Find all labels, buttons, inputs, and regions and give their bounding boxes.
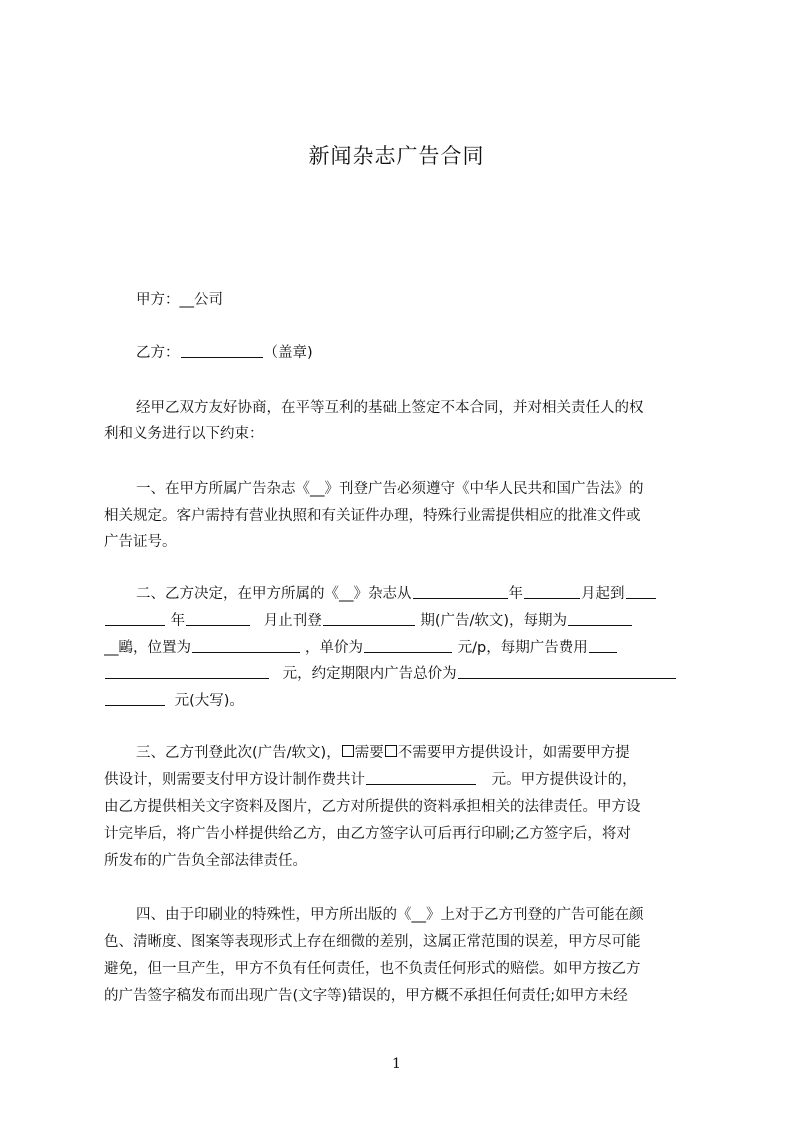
start-year-blank: [413, 584, 508, 599]
clause-2-line-3: [104, 638, 700, 658]
clause-2-text-10: 元，约定期限内广告总价为: [282, 666, 457, 682]
clause-4-line-1: 四、由于印刷业的特殊性，甲方所出版的《__》上对于乙方刊登的广告可能在颜: [136, 907, 644, 923]
clause-4-line-4: 的广告签字稿发布而出现广告(文字等)错误的，甲方概不承担任何责任;如甲方未经: [104, 988, 628, 1004]
clause-1-line-1: 一、在甲方所属广告杂志《__》刊登广告必须遵守《中华人民共和国广告法》的: [136, 481, 644, 497]
party-a-value: __公司: [179, 292, 223, 308]
end-year-blank-b: [105, 611, 165, 626]
clause-3-line-3: 由乙方提供相关文字资料及图片，乙方对所提供的资料承担相关的法律责任。甲方设: [104, 799, 641, 815]
party-b-label: 乙方：: [136, 345, 180, 361]
clause-2-text-6: 期(广告/软文)，每期为: [420, 613, 568, 629]
clause-3-line-1: [136, 743, 700, 763]
clause-2-text-2: 年: [508, 586, 523, 602]
page-number: 1: [392, 1056, 401, 1072]
clause-2-text-4: 年: [170, 613, 186, 629]
clause-2-line-2: [104, 611, 700, 631]
need-design-checkbox[interactable]: [342, 745, 354, 757]
clause-2-text-3: 月起到: [581, 586, 625, 602]
size-blank: [568, 611, 632, 626]
party-a-line: [136, 290, 700, 310]
clause-3-line-5: 所发布的广告负全部法律责任。: [104, 853, 307, 869]
total-price-blank-a: [458, 664, 676, 679]
start-month-blank: [524, 584, 580, 599]
clause-2-line-4: [104, 664, 700, 684]
clause-2-text-7: __鷗，位置为: [104, 640, 191, 656]
preamble-line-1: 经甲乙双方友好协商，在平等互利的基础上签定不本合同，并对相关责任人的权: [136, 400, 644, 416]
preamble-line-2: 利和义务进行以下约束：: [104, 426, 264, 442]
clause-3-text-2a: 供设计，则需要支付甲方设计制作费共计: [104, 772, 365, 788]
clause-2-text-9: 元/p，每期广告费用: [457, 640, 588, 656]
clause-2-line-5: [104, 691, 700, 711]
clause-3-text-2b: 元。甲方提供设计的，: [491, 772, 637, 788]
party-b-line: [136, 343, 700, 363]
clause-2-text-11: 元(大写)。: [174, 693, 244, 709]
party-b-blank: [181, 343, 263, 358]
clause-3-text-1: 三、乙方刊登此次(广告/软文)，: [136, 745, 341, 761]
clause-3-line-2: [104, 770, 700, 790]
clause-2-text-8: ，单价为: [305, 640, 363, 656]
contract-title: 新闻杂志广告合同: [308, 144, 485, 168]
clause-3-option-1: 需要: [354, 745, 384, 761]
per-issue-fee-blank-b: [105, 664, 269, 679]
design-fee-blank: [366, 770, 476, 785]
end-year-blank-a: [626, 584, 656, 599]
party-a-label: 甲方：: [136, 292, 180, 308]
clause-1-line-3: 广告证号。: [104, 534, 177, 550]
no-design-checkbox[interactable]: [385, 745, 397, 757]
clause-4-line-2: 色、清晰度、图案等表现形式上存在细微的差别，这属正常范围的误差，甲方尽可能: [104, 934, 641, 950]
unit-price-blank: [364, 638, 452, 653]
party-b-suffix: （盖章): [263, 345, 313, 361]
total-price-blank-b: [105, 691, 165, 706]
clause-4-line-3: 避免，但一旦产生，甲方不负有任何责任，也不负责任何形式的赔偿。如甲方按乙方: [104, 961, 641, 977]
clause-3-line-4: 计完毕后，将广告小样提供给乙方，由乙方签字认可后再行印刷;乙方签字后，将对: [104, 826, 631, 842]
clause-1-line-2: 相关规定。客户需持有营业执照和有关证件办理，特殊行业需提供相应的批准文件或: [104, 508, 641, 524]
clause-3-option-2: 不需要甲方提供设计，如需要甲方提: [397, 745, 630, 761]
clause-2-text-5: 月止刊登: [263, 613, 322, 629]
end-month-blank: [186, 611, 250, 626]
issues-blank: [323, 611, 415, 626]
per-issue-fee-blank-a: [589, 638, 617, 653]
clause-2-line-1: [136, 584, 700, 604]
clause-2-text-1: 二、乙方决定，在甲方所属的《__》杂志从: [136, 586, 412, 602]
position-blank: [192, 638, 300, 653]
